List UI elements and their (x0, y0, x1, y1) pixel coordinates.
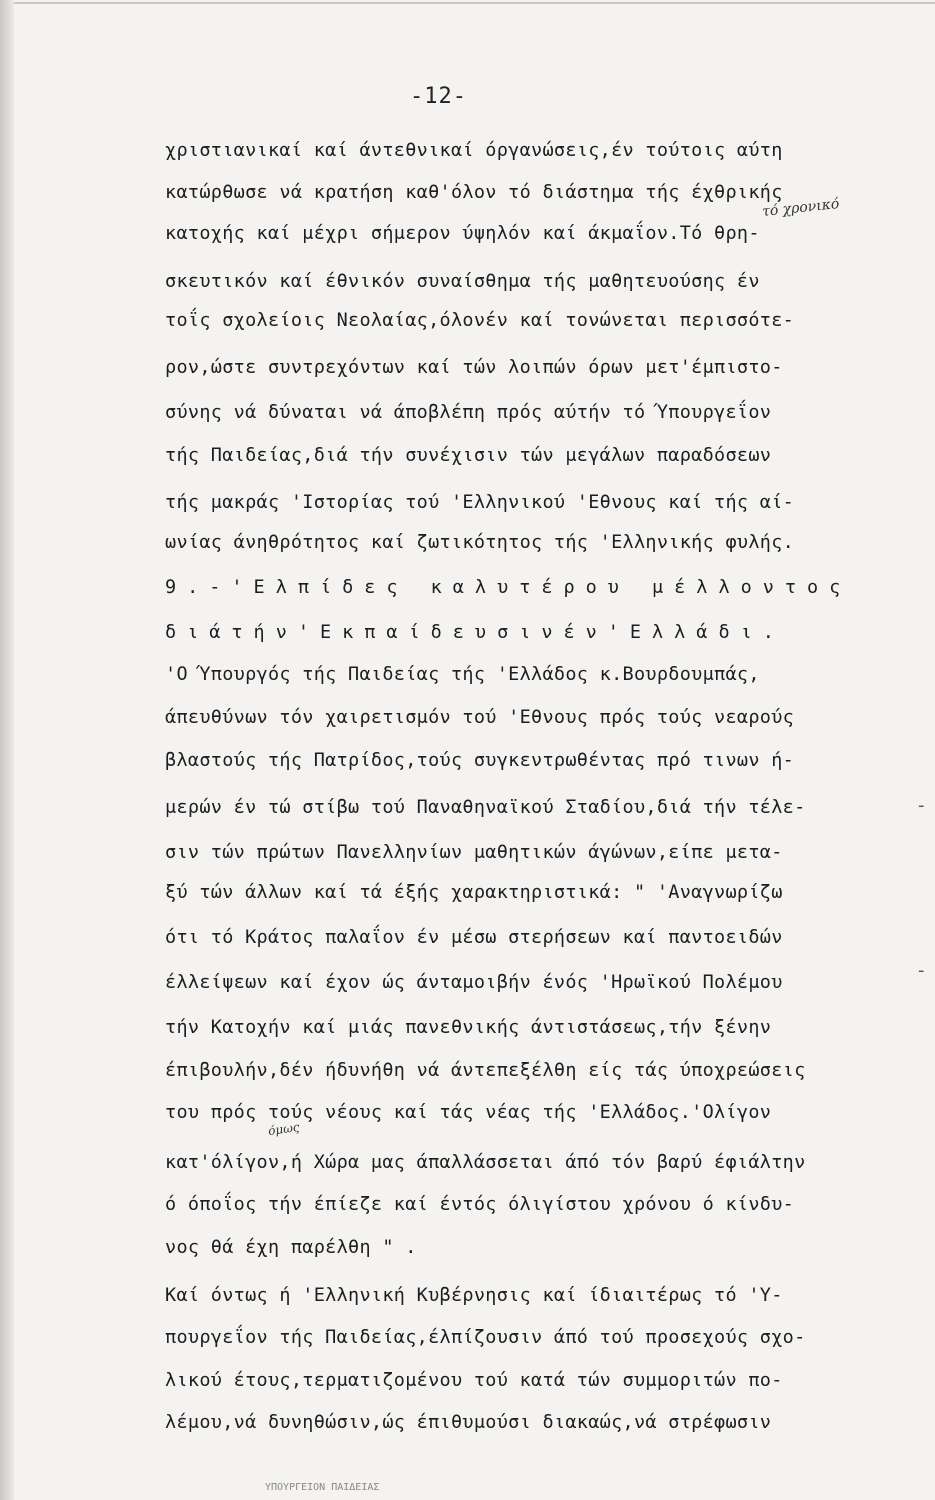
text-line: κατοχής καί μέχρι σήμερον ύψηλόν καί άκμαΐον.Τό θρη- (165, 223, 760, 244)
text-line: 'Ο Ύπουργός τής Παιδείας τής 'Ελλάδος κ.Βουρδουμπάς, (165, 664, 760, 685)
text-line: μερών έν τώ στίβω τού Παναθηναϊκού Σταδίου,διά τήν τέλε- (165, 797, 806, 818)
text-line: χριστιανικαί καί άντεθνικαί όργανώσεις,έν τούτοις αύτη (165, 140, 783, 161)
text-line: ρον,ώστε συντρεχόντων καί τών λοιπών όρων μετ'έμπιστο- (165, 357, 783, 378)
margin-mark: - (918, 960, 925, 981)
text-line: έλλείψεων καί έχον ώς άνταμοιβήν ένός 'Ηρωϊκού Πολέμου (165, 972, 783, 993)
text-line: του πρός τούς νέους καί τάς νέας τής 'Ελλάδος.'Ολίγον (165, 1102, 772, 1123)
text-line: λέμου,νά δυνηθώσιν,ώς έπιθυμούσι διακαώς,νά στρέφωσιν (165, 1412, 772, 1433)
text-line: νος θά έχη παρέλθη " . (165, 1237, 417, 1258)
section-heading: διάτήν'Εκπαίδευσινέν'Ελλάδι. (165, 622, 785, 643)
archive-stamp: ΥΠΟΥΡΓΕΙΟΝ ΠΑΙΔΕΙΑΣ (265, 1482, 380, 1493)
text-line: ότι τό Κράτος παλαΐον έν μέσω στερήσεων καί παντοειδών (165, 927, 783, 948)
text-line: τήν Κατοχήν καί μιάς πανεθνικής άντιστάσεως,τήν ξένην (165, 1017, 772, 1038)
text-line: τοΐς σχολείοις Νεολαίας,όλονέν καί τονώνεται περισσότε- (165, 310, 795, 331)
text-line: Καί όντως ή 'Ελληνική Κυβέρνησις καί ίδιαιτέρως τό 'Υ- (165, 1285, 783, 1306)
text-line: έπιβουλήν,δέν ήδυνήθη νά άντεπεξέλθη είς τάς ύποχρεώσεις (165, 1060, 806, 1081)
text-line: σύνης νά δύναται νά άποβλέπη πρός αύτήν τό Ύπουργεΐον (165, 402, 772, 423)
page-number: -12- (410, 84, 467, 109)
text-line: βλαστούς τής Πατρίδος,τούς συγκεντρωθέντας πρό τινων ή- (165, 750, 795, 771)
text-line: πουργεΐον τής Παιδείας,έλπίζουσιν άπό τού προσεχούς σχο- (165, 1327, 806, 1348)
text-line: τής Παιδείας,διά τήν συνέχισιν τών μεγάλων παραδόσεων (165, 445, 772, 466)
text-line: κατ'όλίγον,ή Χώρα μας άπαλλάσσεται άπό τόν βαρύ έφιάλτην (165, 1152, 806, 1173)
top-border (0, 2, 935, 4)
text-line: τής μακράς 'Ιστορίας τού 'Ελληνικού 'Εθνους καί τής αί- (165, 492, 795, 513)
page-edge-shadow (0, 0, 14, 1500)
margin-mark: - (918, 795, 925, 816)
text-line: σκευτικόν καί έθνικόν συναίσθημα τής μαθητευούσης έν (165, 271, 760, 292)
handwritten-note: όμως (267, 1119, 301, 1139)
text-line: σιν τών πρώτων Πανελληνίων μαθητικών άγώνων,είπε μετα- (165, 842, 783, 863)
text-line: λικού έτους,τερματιζομένου τού κατά τών συμμοριτών πο- (165, 1370, 783, 1391)
text-line: ωνίας άνηθρότητος καί ζωτικότητος τής 'Ελληνικής φυλής. (165, 532, 795, 553)
handwritten-note: τό χρονικό (761, 195, 841, 221)
text-line: κατώρθωσε νά κρατήση καθ'όλον τό διάστημα τής έχθρικής (165, 182, 783, 203)
text-line: ό όποΐος τήν έπίεζε καί έντός όλιγίστου χρόνου ό κίνδυ- (165, 1194, 795, 1215)
section-heading: 9.-'Ελπίδες καλυτέρου μέλλοντος (165, 577, 852, 598)
text-line: άπευθύνων τόν χαιρετισμόν τού 'Εθνους πρός τούς νεαρούς (165, 707, 795, 728)
text-line: ξύ τών άλλων καί τά έξής χαρακτηριστικά: " 'Αναγνωρίζω (165, 882, 783, 903)
